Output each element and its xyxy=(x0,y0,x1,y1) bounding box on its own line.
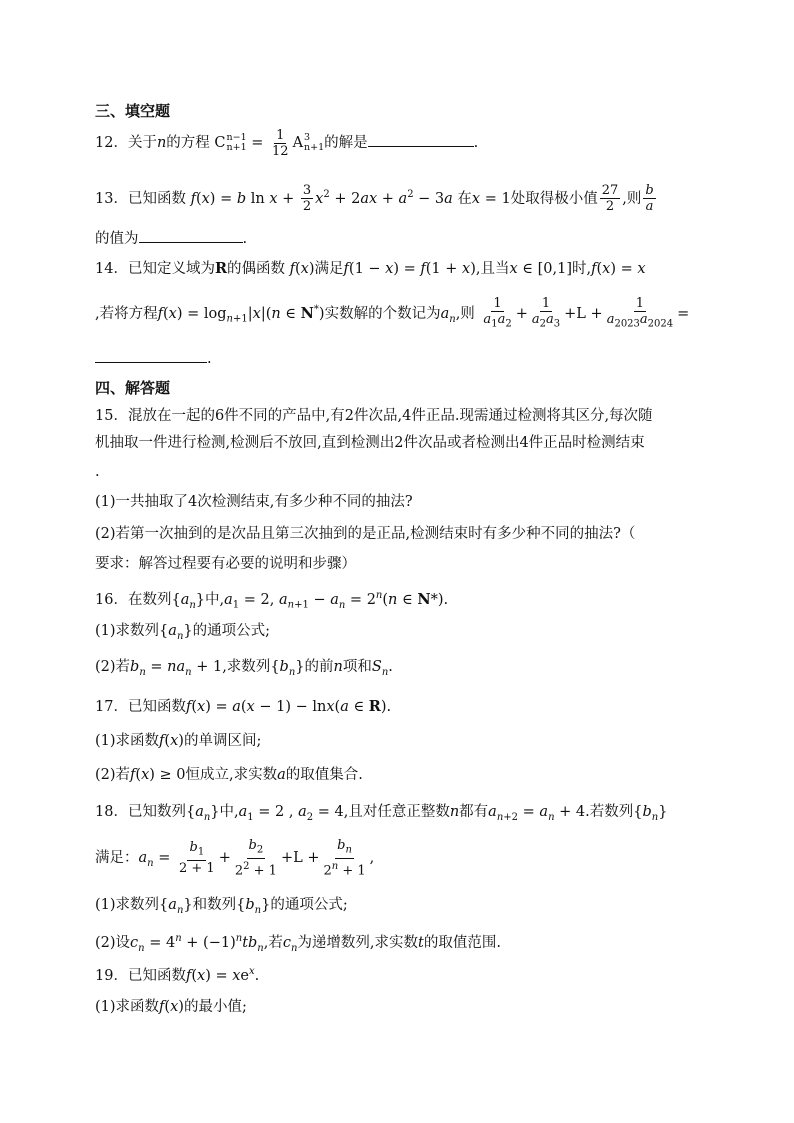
question-14-line3: . xyxy=(95,348,212,369)
question-19: 19．已知函数$f(x) = xe^x$. xyxy=(95,966,260,984)
question-17: 17．已知函数f(x) = a(x − 1) − lnx(a ∈ R). xyxy=(95,698,392,715)
question-15-part2-cont: 要求：解答过程要有必要的说明和步骤） xyxy=(95,556,356,572)
answer-blank[interactable] xyxy=(139,228,243,243)
question-15-part2: (2)若第一次抽到的是次品且第三次抽到的是正品,检测结束时有多少种不同的抽法?（ xyxy=(95,526,636,542)
section-heading-fill-in: 三、填空题 xyxy=(95,102,171,120)
question-17-part1: (1)求函数f(x)的单调区间; xyxy=(95,733,262,749)
question-16-part2: (2)若$b_n = na_n + 1$,求数列$\{b_n\}$的前n项和$S_n$. xyxy=(95,659,393,678)
question-18-part1: (1)求数列$\{a_n\}$和数列$\{b_n\}$的通项公式; xyxy=(95,897,348,916)
question-15-line2: 机抽取一件进行检测,检测后不放回,直到检测出2件次品或者检测出4件正品时检测结束 xyxy=(95,435,645,451)
question-12: 12．关于n的方程 C n−1 n+1 = $\frac{1}{12}$ A 3 n+1 的解是 . xyxy=(95,127,479,159)
question-13: 13．已知函数 f(x) = b ln x + $\frac{3}{2}$ $x^2 + 2ax + a^2 - 3a$ 在x = 1处取得极小值 $\frac{27}{2}$ ,则 $\frac{b}{a}$ xyxy=(95,183,654,215)
question-16: 16．在数列$\{a_n\}$中$,a_1 = 2$, $a_{n+1} - a_n = 2^n(n$ ∈ N*). xyxy=(95,590,449,611)
question-18: 18．已知数列$\{a_n\}$中$,a_1 = 2$ , $a_2 = 4$,且对任意正整数n都有$a_{n+2} = a_n + 4$.若数列$\{b_n\}$ xyxy=(95,804,668,823)
question-14-line2: ,若将方程$f(x) = \log_{n+1}|x|(n$ ∈ N*)实数解的个数记为$a_n$,则 $\frac{1}{a_1a_2}$ + $\frac{1}{a_2a_3}$ +L + $\frac{1}{a_{2023}a_{2024}}$ = xyxy=(95,296,690,330)
question-14: 14．已知定义域为R的偶函数 f(x)满足f(1 − x) = f(1 + x),且当x ∈ [0,1]时,f(x) = x xyxy=(95,260,646,277)
question-15-part1: (1)一共抽取了4次检测结束,有多少种不同的抽法? xyxy=(95,494,413,510)
question-16-part1: (1)求数列$\{a_n\}$的通项公式; xyxy=(95,623,271,642)
question-19-part1: (1)求函数f(x)的最小值; xyxy=(95,999,247,1015)
combination-expr: C n−1 n+1 = $\frac{1}{12}$ A 3 n+1 xyxy=(214,127,325,159)
question-13-line2: 的值为 . xyxy=(95,228,247,249)
answer-blank[interactable] xyxy=(95,348,207,363)
question-18-line2: 满足：$a_n$ = $\frac{b_1}{2 + 1}$ + $\frac{b_2}{2^2 + 1}$ +L + $\frac{b_n}{2^n + 1}$ , xyxy=(95,838,375,878)
question-15-line1: 15．混放在一起的6件不同的产品中,有2件次品,4件正品.现需通过检测将其区分,每次随 xyxy=(95,408,653,424)
question-15-line3: . xyxy=(95,464,100,480)
answer-blank[interactable] xyxy=(368,132,474,147)
question-18-part2: (2)设$c_n = 4^n + (-1)^ntb_n$,若$c_n$为递增数列,求实数t的取值范围. xyxy=(95,933,501,954)
question-17-part2: (2)若f(x) ≥ 0恒成立,求实数a的取值集合. xyxy=(95,767,363,783)
section-heading-solutions: 四、解答题 xyxy=(95,379,171,397)
